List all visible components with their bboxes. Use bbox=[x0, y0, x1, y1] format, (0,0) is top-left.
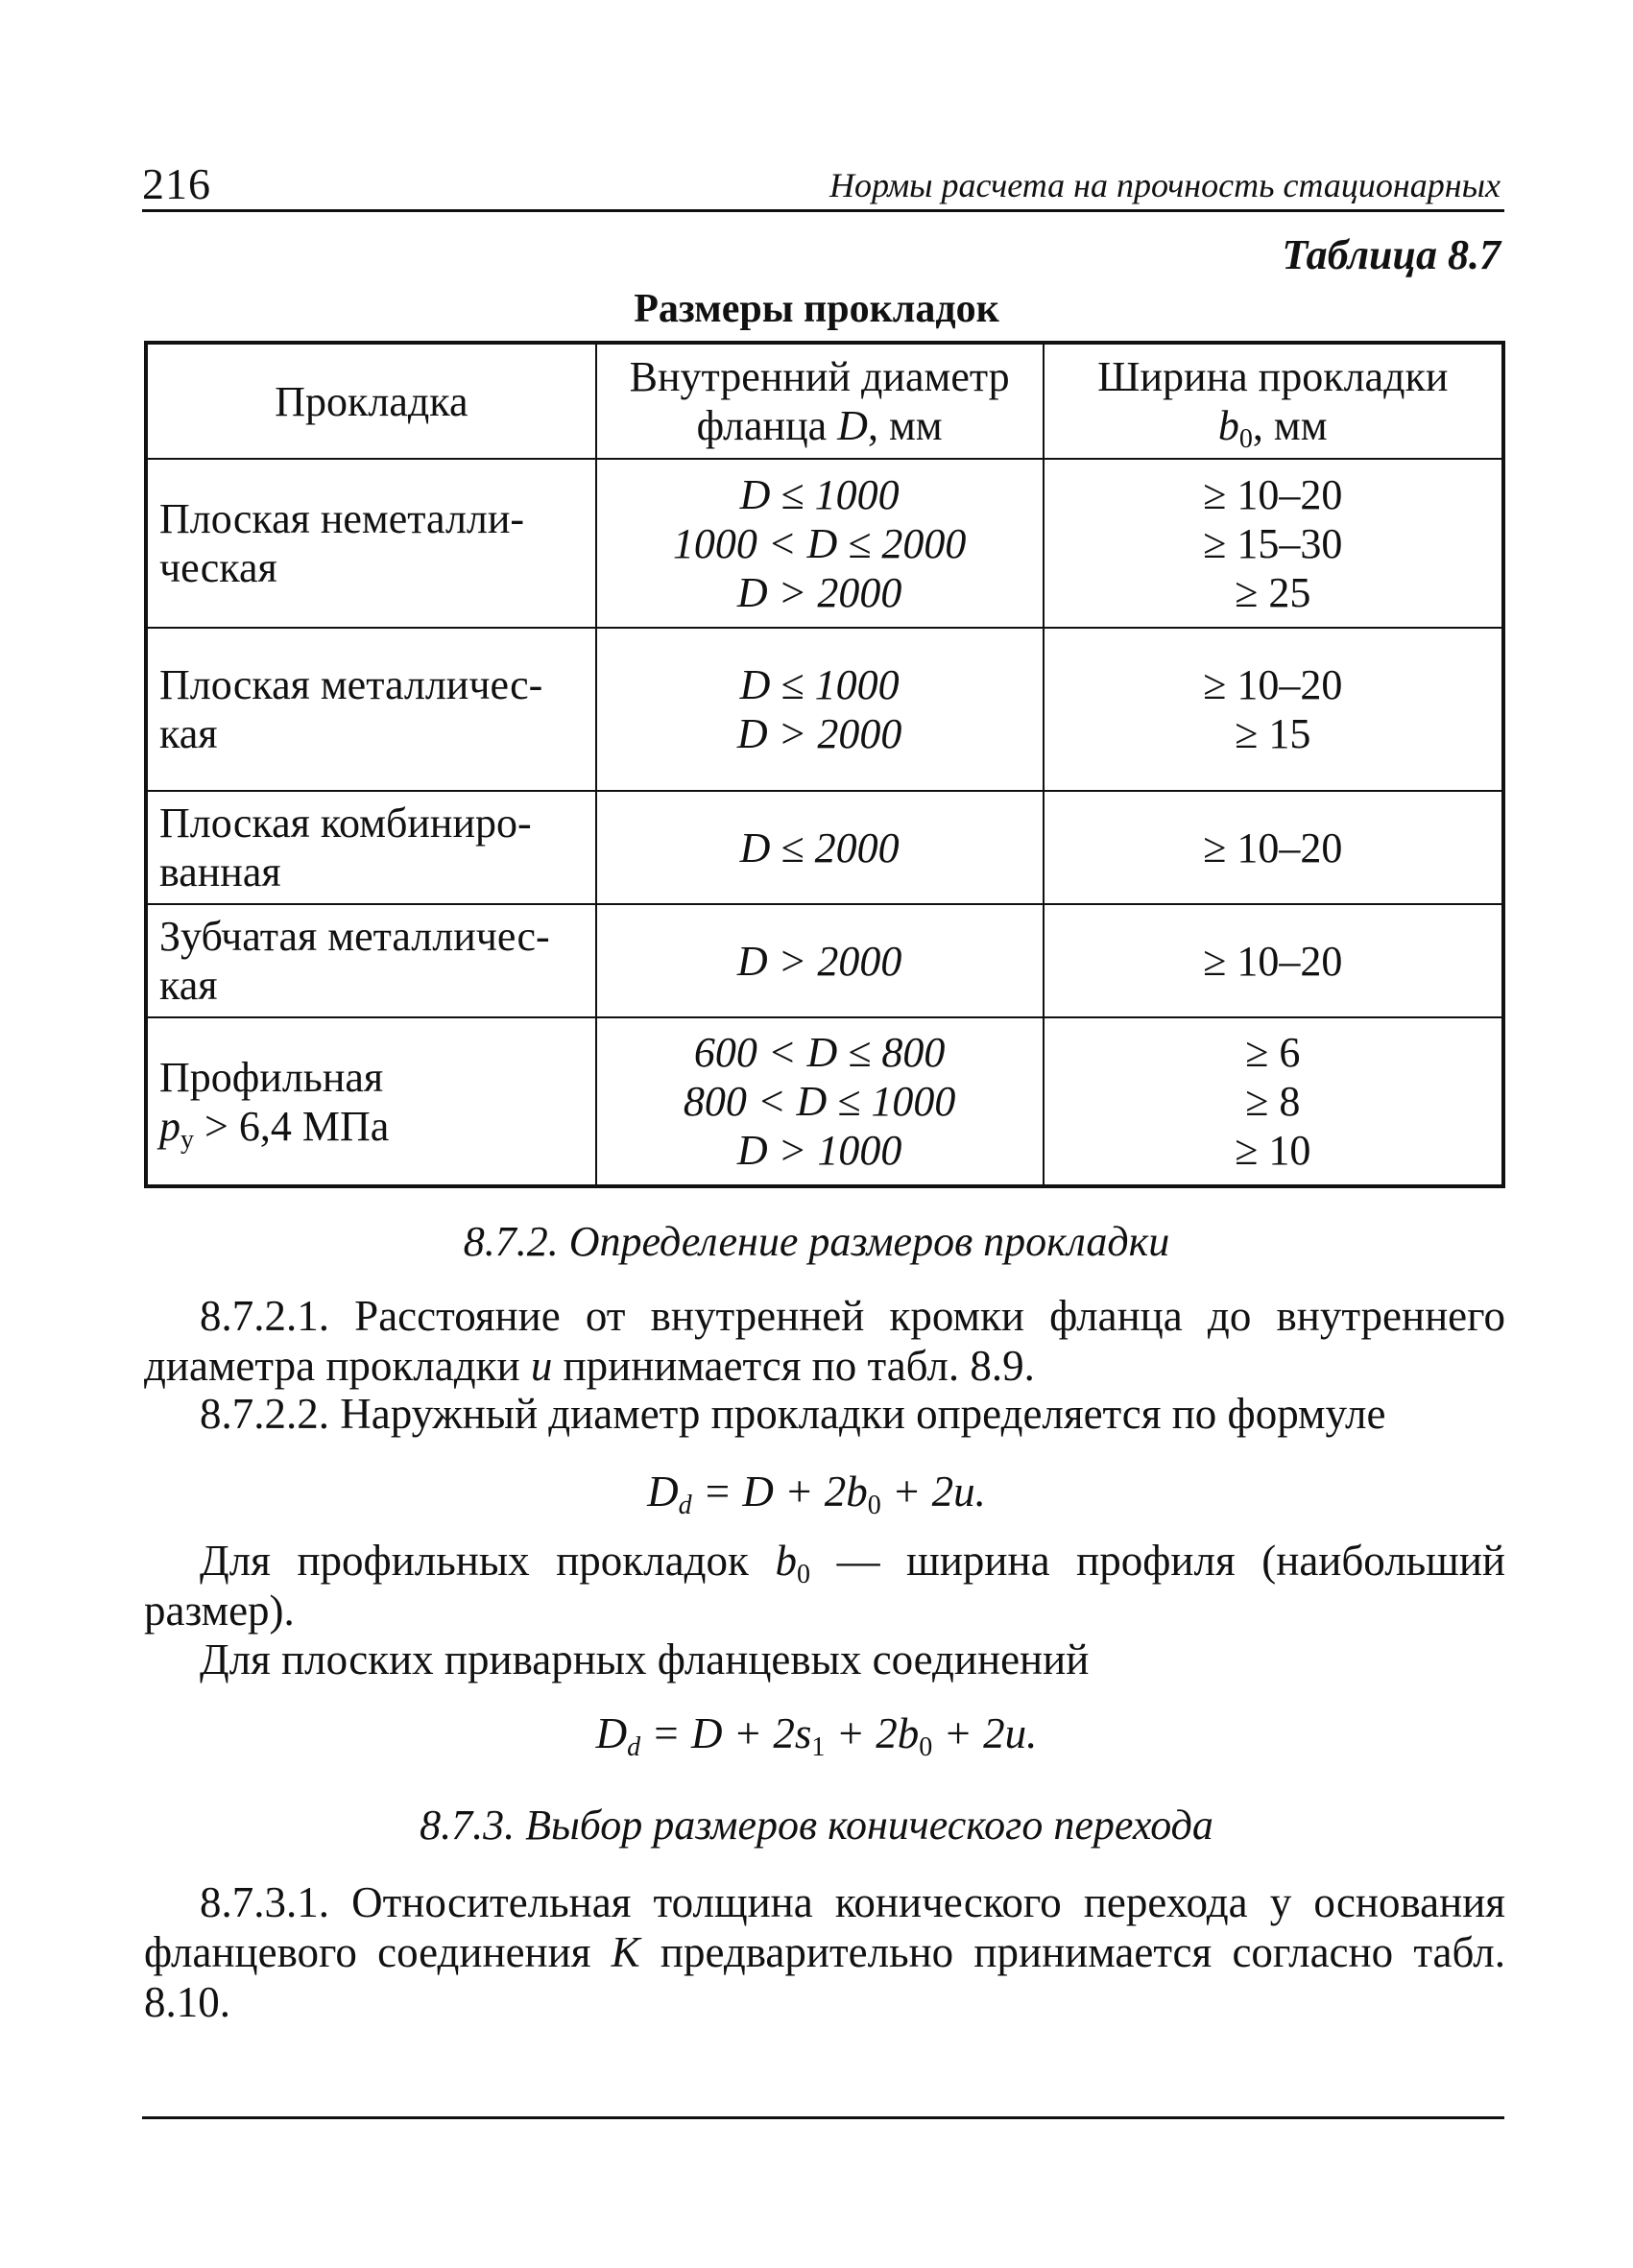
row-diameter-range: D ≤ 1000 1000 < D ≤ 2000 D > 2000 bbox=[596, 459, 1044, 628]
row-gasket-type: Профильная $p_у > 6,4$ МПа bbox=[146, 1017, 596, 1186]
row-diameter-range: 600 < D ≤ 800 800 < D ≤ 1000 D > 1000 bbox=[596, 1017, 1044, 1186]
header-rule bbox=[142, 209, 1504, 212]
table-row bbox=[146, 791, 1503, 904]
row-gasket-width: ≥ 10–20 ≥ 15 bbox=[1044, 628, 1504, 791]
table-header-row bbox=[146, 343, 1503, 459]
section-title-8-7-2: 8.7.2. Определение размеров прокладки bbox=[463, 1218, 1170, 1265]
row-gasket-type: Плоская неметалли- ческая bbox=[146, 459, 596, 628]
row-gasket-type: Плоская комбиниро- ванная bbox=[146, 791, 596, 904]
table-row bbox=[146, 904, 1503, 1017]
section-title-8-7-3: 8.7.3. Выбор размеров конического перехода bbox=[420, 1802, 1213, 1849]
row-gasket-width: ≥ 6 ≥ 8 ≥ 10 bbox=[1044, 1017, 1504, 1186]
paragraph-8-7-2-1: 8.7.2.1. Расстояние от внутренней кромки фланца до внутреннего диаметра прокладки u принимается по табл. 8.9. bbox=[144, 1292, 1505, 1390]
table-row bbox=[146, 628, 1503, 791]
paragraph-8-7-3-1: 8.7.3.1. Относительная толщина конического перехода у основания фланцевого соединения K предварительно принимается согласно табл. 8.10. bbox=[144, 1878, 1505, 2026]
row-diameter-range: D > 2000 bbox=[596, 904, 1044, 1017]
row-diameter-range: D ≤ 1000 D > 2000 bbox=[596, 628, 1044, 791]
header-inner-diameter: Внутренний диаметр фланца D, мм bbox=[596, 343, 1044, 459]
table-row bbox=[146, 1017, 1503, 1186]
header-gasket: Прокладка bbox=[146, 343, 596, 459]
row-gasket-type: Плоская металличес- кая bbox=[146, 628, 596, 791]
page-number: 216 bbox=[142, 159, 211, 208]
formula-welded-flange-diameter: $D_d = D + 2s_1 + 2b_0 + 2u$. bbox=[595, 1709, 1038, 1762]
gasket-dimensions-table bbox=[144, 341, 1505, 1188]
table-number: Таблица 8.7 bbox=[1282, 231, 1501, 278]
row-gasket-type: Зубчатая металличес- кая bbox=[146, 904, 596, 1017]
formula-outer-diameter: $D_d = D + 2b_0 + 2u$. bbox=[647, 1468, 986, 1520]
paragraph-profile-gaskets: Для профильных прокладок $b_0$ — ширина профиля (наибольший размер). bbox=[144, 1537, 1505, 1635]
paragraph-flat-welded-flanges: Для плоских приварных фланцевых соединений bbox=[200, 1635, 1090, 1683]
row-diameter-range: D ≤ 2000 bbox=[596, 791, 1044, 904]
running-head: Нормы расчета на прочность стационарных bbox=[829, 166, 1501, 204]
row-gasket-width: ≥ 10–20 ≥ 15–30 ≥ 25 bbox=[1044, 459, 1504, 628]
paragraph-8-7-2-2: 8.7.2.2. Наружный диаметр прокладки определяется по формуле bbox=[200, 1390, 1386, 1438]
header-gasket-width: Ширина прокладки $b_0$, мм bbox=[1044, 343, 1504, 459]
row-gasket-width: ≥ 10–20 bbox=[1044, 904, 1504, 1017]
row-gasket-width: ≥ 10–20 bbox=[1044, 791, 1504, 904]
footer-rule bbox=[142, 2116, 1504, 2119]
table-row bbox=[146, 459, 1503, 628]
table-title: Размеры прокладок bbox=[634, 287, 999, 331]
